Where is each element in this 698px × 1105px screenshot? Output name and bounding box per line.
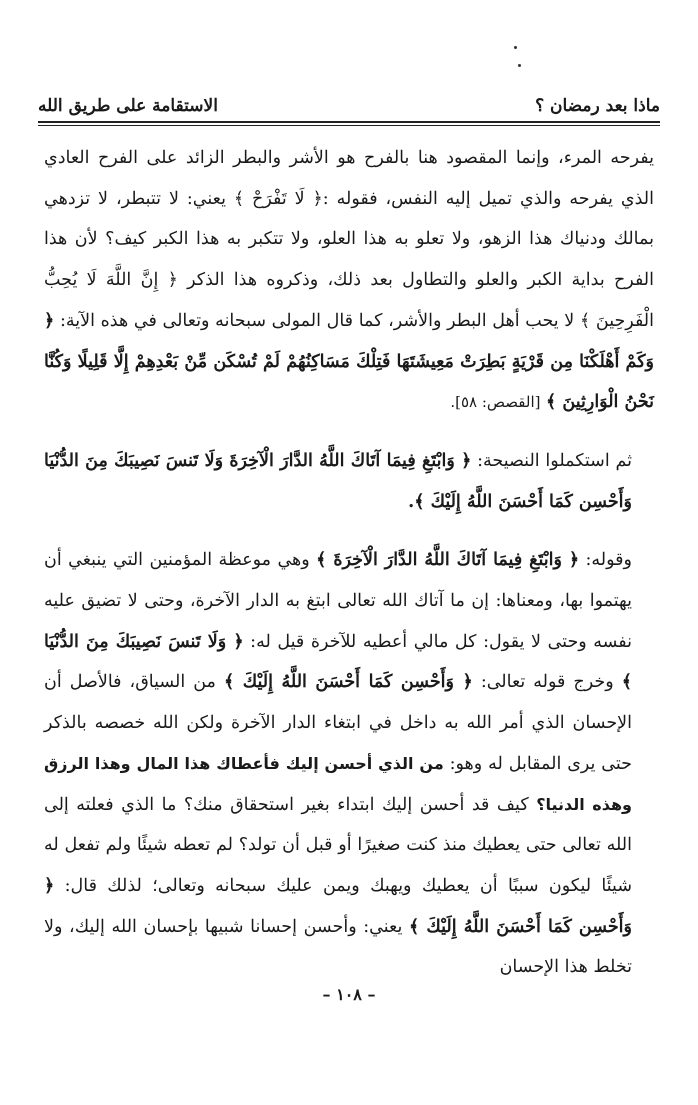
quran-quote-qasas: ﴿ وَكَمْ أَهْلَكْنَا مِن قَرْيَةٍ بَطِرَتْ مَعِيشَتَهَا فَتِلْكَ مَسَاكِنُهُمْ لَمْ تُسْكَن مِّنْ بَعْدِهِمْ إِلَّا قَلِيلًا وَكُنَّا نَحْنُ الْوَارِثِينَ ﴾ [44, 310, 654, 413]
paragraph-3-text-a: وقوله: [579, 550, 632, 571]
running-header [38, 86, 660, 116]
quran-quote-1: ﴿ وَابْتَغِ فِيمَا آتَاكَ اللَّهُ الدَّارَ الْآخِرَةَ ﴾ [316, 550, 580, 571]
header-rule-thin [38, 125, 660, 126]
paragraph-2 [44, 441, 654, 522]
chapter-title: ماذا بعد رمضان ؟ [535, 96, 660, 116]
paragraph-2-lead: ثم استكملوا النصيحة: [471, 450, 632, 471]
paragraph-1 [44, 138, 654, 423]
quran-quote-3: ﴿ وَأَحْسِن كَمَا أَحْسَنَ اللَّهُ إِلَيْكَ ﴾ [223, 672, 473, 693]
page-body [44, 138, 654, 988]
paragraph-1-text: يفرحه المرء، وإنما المقصود هنا بالفرح هو الأشر والبطر الزائد على الفرح العادي الذي يفرحه والذي تميل إليه النفس، فقوله :﴿ لَا تَفْرَحْ ﴾ يعني: لا تتبطر، لا تزدهي بمالك ودنياك هذا الزهو، ولا تعلو به هذا العلو، ولا تتكبر به هذا الكبر كيف؟ لأن هذا الفرح بداية الكبر والعلو والتطاول بعد ذلك، وذكروه هذا الذكر ﴿ إِنَّ اللَّهَ لَا يُحِبُّ الْفَرِحِينَ ﴾ لا يحب أهل البطر والأشر، كما قال المولى سبحانه وتعالى في هذه الآية: [44, 148, 654, 331]
paragraph-3-text-d: من السياق، فالأصل أن الإحسان الذي أمر الله به داخل في ابتغاء الدار الآخرة ولكن الله خصصه بالذكر حتى يرى المقابل له وهو: [44, 672, 632, 774]
page-number: – ١٠٨ – [322, 985, 376, 1004]
quran-reference: [القصص: ٥٨]. [450, 393, 541, 412]
section-title: الاستقامة على طريق الله [38, 96, 218, 116]
paragraph-3-text-f: يعني: وأحسن إحسانا شبيها بإحسان الله إليك، ولا تخلط هذا الإحسان [44, 916, 632, 978]
quran-quote-4: ﴿ وَأَحْسِن كَمَا أَحْسَنَ اللَّهُ إِلَيْكَ ﴾ [44, 875, 632, 937]
emphasized-question: من الذي أحسن إليك فأعطاك هذا المال وهذا الرزق وهذه الدنيا؟ [44, 753, 632, 814]
quran-quote-advice: ﴿ وَابْتَغِ فِيمَا آتَاكَ اللَّهُ الدَّارَ الْآخِرَةَ وَلَا تَنسَ نَصِيبَكَ مِنَ الدُّنْيَا وَأَحْسِن كَمَا أَحْسَنَ اللَّهُ إِلَيْكَ ﴾. [44, 450, 632, 512]
paragraph-3-text-c: وخرج قوله تعالى: [472, 672, 614, 693]
paragraph-3-text-e: كيف قد أحسن إليك ابتداء بغير استحقاق منك؟ ما الذي فعلته إلى الله تعالى حتى يعطيك منذ كنت صغيرًا أو قبل أن تولد؟ لم تعطه شيئًا ولم تفعل له شيئًا ليكون سببًا أن يعطيك ويهبك ويمن عليك سبحانه وتعالى؛ لذلك قال: [44, 794, 632, 896]
scan-speck [518, 64, 521, 67]
quran-quote-2: ﴿ وَلَا تَنسَ نَصِيبَكَ مِنَ الدُّنْيَا ﴾ [44, 631, 632, 693]
scan-speck [514, 46, 517, 49]
paragraph-3 [44, 540, 654, 988]
paragraph-3-text-b: وهي موعظة المؤمنين التي ينبغي أن يهتموا بها، ومعناها: إن ما آتاك الله تعالى ابتغ به الدار الآخرة، وحتى لا تضيق عليه نفسه وحتى لا يقول: كل مالي أعطيه للآخرة قيل له: [44, 550, 633, 652]
header-rule [38, 121, 660, 123]
